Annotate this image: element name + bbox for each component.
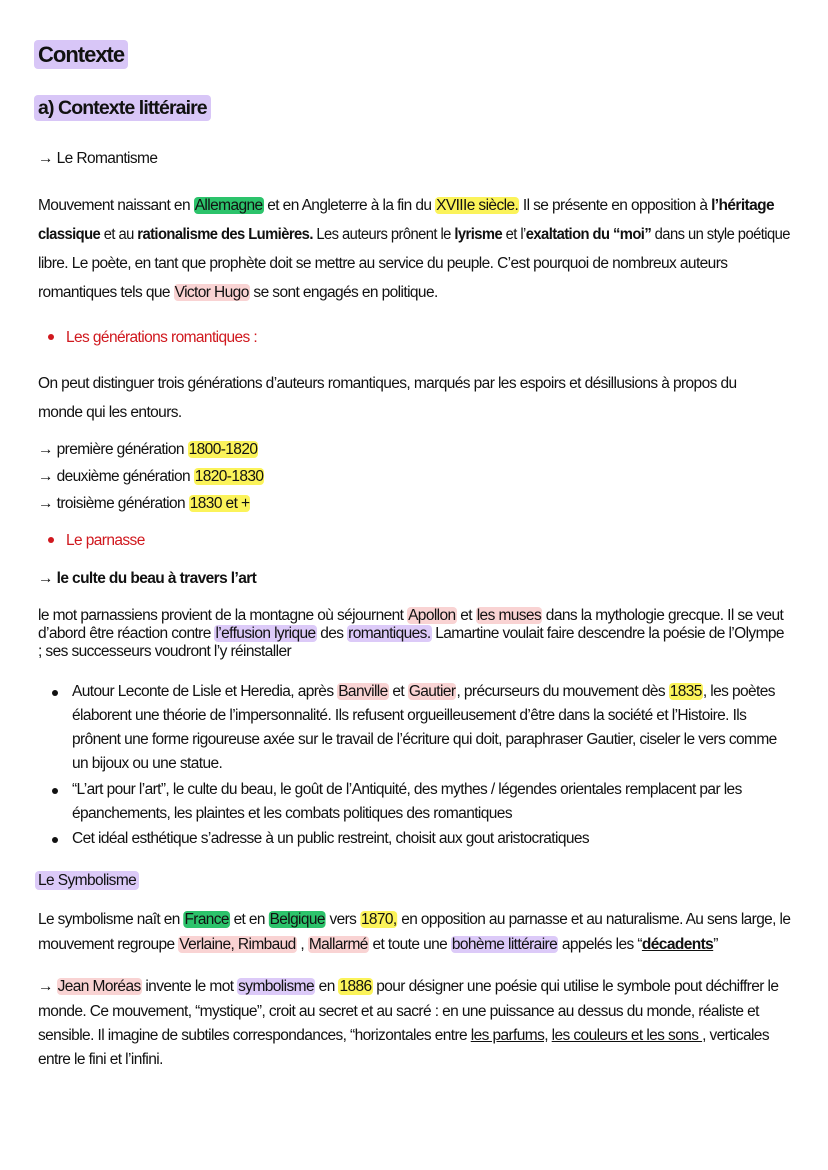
bullet-icon bbox=[52, 690, 58, 696]
arrow-icon: → bbox=[38, 468, 53, 485]
highlight-victor-hugo: Victor Hugo bbox=[174, 284, 249, 301]
romantisme-heading: → Le Romantisme bbox=[38, 150, 158, 167]
page-title: Contexte bbox=[34, 40, 128, 69]
bullet-icon bbox=[52, 837, 58, 843]
parnasse-subheading: → le culte du beau à travers l’art bbox=[38, 570, 257, 587]
bullet-icon bbox=[48, 537, 54, 543]
generation-item: → première génération 1800-1820 bbox=[38, 441, 258, 458]
bullet-icon bbox=[52, 788, 58, 794]
bullet-generations-romantiques: Les générations romantiques : bbox=[34, 328, 257, 348]
section-heading-contexte-litteraire: a) Contexte littéraire bbox=[34, 95, 211, 121]
arrow-icon: → bbox=[38, 150, 53, 167]
bullet-icon bbox=[48, 334, 54, 340]
arrow-icon: → bbox=[38, 441, 53, 458]
highlight-allemagne: Allemagne bbox=[194, 197, 263, 214]
arrow-icon: → bbox=[38, 495, 53, 512]
bullet-le-parnasse: Le parnasse bbox=[34, 531, 145, 551]
generation-item: → deuxième génération 1820-1830 bbox=[38, 468, 264, 485]
arrow-icon: → bbox=[38, 978, 57, 995]
arrow-icon: → bbox=[38, 570, 53, 587]
highlight-siecle: XVIIIe siècle. bbox=[436, 197, 519, 214]
generation-item: → troisième génération 1830 et + bbox=[38, 495, 250, 512]
symbolisme-heading: Le Symbolisme bbox=[35, 871, 139, 890]
generations-intro: On peut distinguer trois générations d’auteurs romantiques, marqués par les espoirs et désillusions à propos du bbox=[38, 375, 737, 392]
